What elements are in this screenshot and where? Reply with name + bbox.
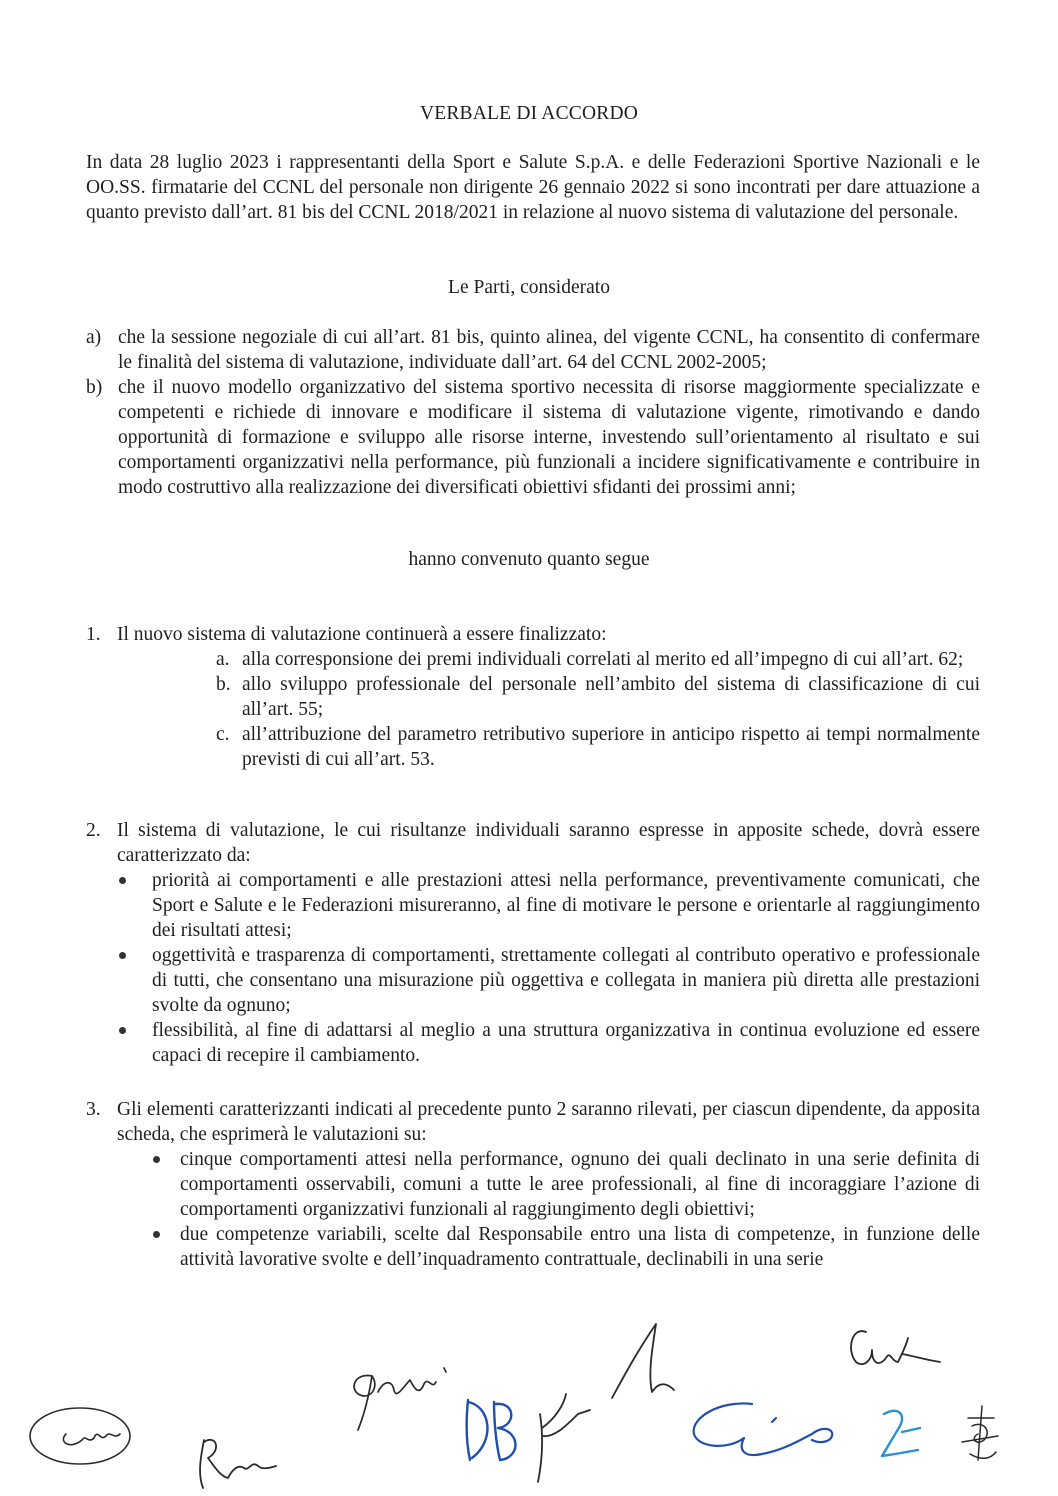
section-text: Il sistema di valutazione, le cui risultanze individuali saranno espresse in apposite schede, dovrà essere caratterizzato da: [117, 820, 980, 866]
agreed-heading: hanno convenuto quanto segue [408, 549, 650, 570]
list-item-text: oggettività e trasparenza di comportamenti, strettamente collegati al contributo operativo e professionale di tutti, che consentano una misurazione più oggettiva e collegata in maniera più diretta alle prestazioni svolte da ognuno; [152, 945, 980, 1016]
list-item [86, 1018, 980, 1068]
considered-heading: Le Parti, considerato [448, 277, 610, 298]
list-marker: b. [216, 674, 231, 695]
list-item-text: cinque comportamenti attesi nella performance, ognuno dei quali declinato in una serie definita di comportamenti osservabili, comuni a tutte le aree professionali, al fine di incoraggiare l’azione di comportamenti organizzativi funzionali al raggiungimento degli obiettivi; [180, 1149, 980, 1220]
signature-7 [851, 1331, 940, 1364]
list-item [86, 1147, 980, 1222]
section-sublist [86, 647, 980, 772]
signatures-area [0, 1310, 1058, 1496]
list-item-text: alla corresponsione dei premi individuali correlati al merito ed all’impegno di cui all’art. 62; [242, 649, 964, 670]
bullet-icon [119, 877, 126, 884]
section-bullets [86, 868, 980, 1068]
list-item-text: all’attribuzione del parametro retributivo superiore in anticipo rispetto ai tempi normalmente previsti di cui all’art. 53. [242, 724, 980, 770]
signature-6 [694, 1403, 833, 1455]
signature-2 [200, 1440, 276, 1488]
bullet-icon [119, 952, 126, 959]
section-1 [86, 622, 980, 772]
signature-8 [882, 1411, 920, 1456]
list-item-text: che la sessione negoziale di cui all’art. 81 bis, quinto alinea, del vigente CCNL, ha consentito di confermare le finalità del sistema di valutazione, individuate dall’art. 64 del CCNL 2002-2005; [118, 327, 980, 373]
list-marker: a) [86, 327, 102, 348]
signature-1 [30, 1408, 130, 1464]
list-marker: a. [216, 649, 230, 670]
section-number: 3. [86, 1099, 101, 1120]
section-2 [86, 818, 980, 1068]
list-item [86, 722, 980, 772]
list-item [86, 672, 980, 722]
list-item [86, 868, 980, 943]
considerations-list [86, 325, 980, 500]
list-item-text: flessibilità, al fine di adattarsi al meglio a una struttura organizzativa in continua evoluzione ed essere capaci di recepire il cambiamento. [152, 1020, 980, 1066]
bullet-icon [153, 1156, 160, 1163]
intro-paragraph: In data 28 luglio 2023 i rappresentanti della Sport e Salute S.p.A. e delle Federazioni Sportive Nazionali e le OO.SS. firmatarie del CCNL del personale non dirigente 26 gennaio 2022 si sono incontrati per dare attuazione a quanto previsto dall’art. 81 bis del CCNL 2018/2021 in relazione al nuovo sistema di valutazione del personale. [86, 152, 980, 223]
section-number: 1. [86, 624, 101, 645]
list-marker: c. [216, 724, 230, 745]
list-item [86, 1222, 980, 1272]
list-item-text: due competenze variabili, scelte dal Responsabile entro una lista di competenze, in funzione delle attività lavorative svolte e dell’inquadramento contrattuale, declinabili in una serie [180, 1224, 980, 1270]
section-text: Il nuovo sistema di valutazione continuerà a essere finalizzato: [117, 624, 607, 645]
signature-5 [538, 1324, 674, 1482]
list-item [86, 943, 980, 1018]
list-item-text: che il nuovo modello organizzativo del sistema sportivo necessita di risorse maggiormente specializzate e competenti e richiede di innovare e modificare il sistema di valutazione vigente, rimotivando e dando opportunità di formazione e sviluppo alle risorse interne, investendo sull’orientamento al risultato e sui comportamenti organizzativi nella performance, più funzionali a incidere significativamente e contribuire in modo costruttivo alla realizzazione dei diversificati obiettivi sfidanti dei prossimi anni; [118, 377, 980, 498]
signature-3 [354, 1368, 446, 1430]
list-marker: b) [86, 377, 103, 398]
list-item-text: priorità ai comportamenti e alle prestazioni attesi nella performance, preventivamente comunicati, che Sport e Salute e le Federazioni misureranno, al fine di motivare le persone e orientarle al raggiungimento dei risultati attesi; [152, 870, 980, 941]
list-item-text: allo sviluppo professionale del personale nell’ambito del sistema di classificazione di cui all’art. 55; [242, 674, 980, 720]
signature-4 [467, 1400, 516, 1460]
section-number: 2. [86, 820, 101, 841]
bullet-icon [119, 1027, 126, 1034]
list-item [86, 647, 980, 672]
list-item [86, 375, 980, 500]
document-title: VERBALE DI ACCORDO [419, 103, 639, 124]
section-3 [86, 1097, 980, 1272]
signature-9 [962, 1406, 998, 1460]
bullet-icon [153, 1231, 160, 1238]
section-text: Gli elementi caratterizzanti indicati al precedente punto 2 saranno rilevati, per ciascun dipendente, da apposita scheda, che esprimerà le valutazioni su: [117, 1099, 980, 1145]
section-bullets [86, 1147, 980, 1272]
list-item [86, 325, 980, 375]
